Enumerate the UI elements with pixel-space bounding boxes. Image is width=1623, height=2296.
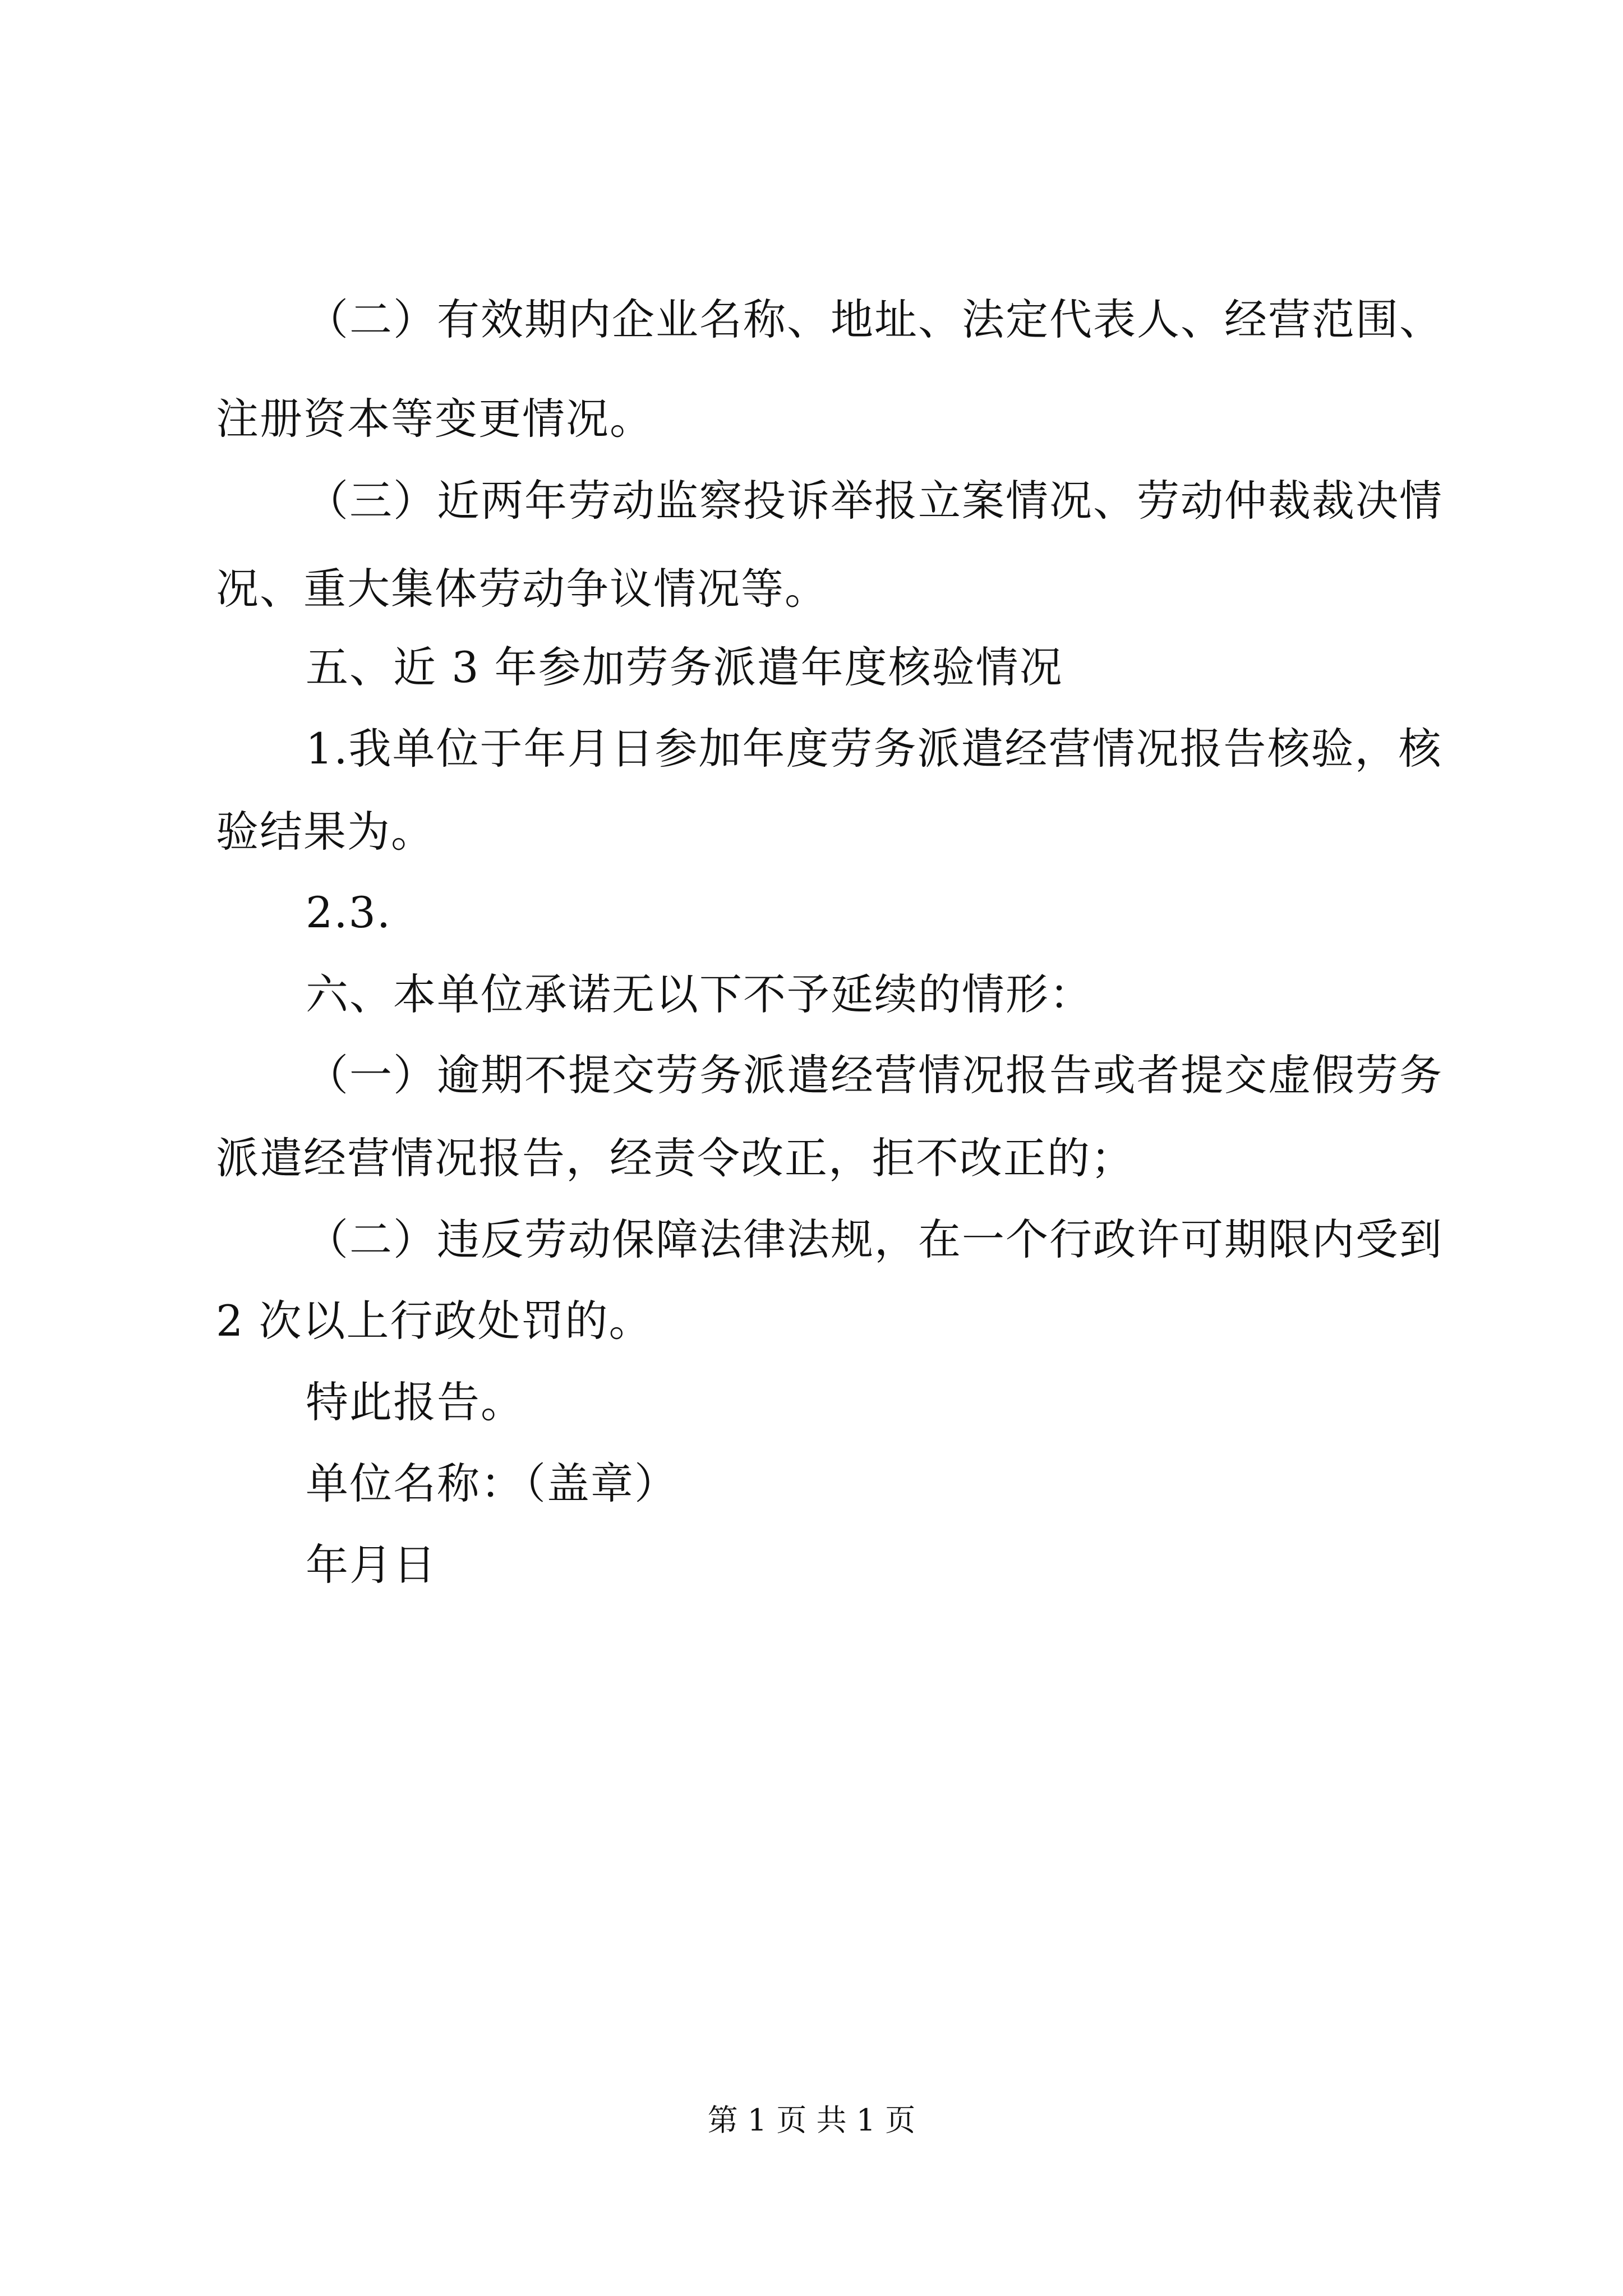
paragraph-line: （一）逾期不提交劳务派遣经营情况报告或者提交虚假劳务 bbox=[306, 1050, 1443, 1100]
paragraph-line: 2 次以上行政处罚的。 bbox=[216, 1296, 653, 1346]
paragraph-line: （二）违反劳动保障法律法规，在一个行政许可期限内受到 bbox=[306, 1214, 1443, 1264]
paragraph-line: 1.我单位于年月日参加年度劳务派遣经营情况报告核验，核 bbox=[306, 724, 1442, 774]
paragraph-line: 况、重大集体劳动争议情况等。 bbox=[216, 564, 828, 614]
section-heading: 六、本单位承诺无以下不予延续的情形： bbox=[306, 969, 1093, 1019]
page-footer: 第 1 页 共 1 页 bbox=[707, 2102, 916, 2138]
signature-line: 单位名称：（盖章） bbox=[306, 1458, 678, 1508]
date-line: 年月日 bbox=[306, 1540, 437, 1590]
paragraph-line: 2.3. bbox=[306, 887, 392, 937]
paragraph-line: 验结果为。 bbox=[216, 807, 435, 857]
paragraph-line: （三）近两年劳动监察投诉举报立案情况、劳动仲裁裁决情 bbox=[306, 476, 1443, 526]
paragraph-line: （二）有效期内企业名称、地址、法定代表人、经营范围、 bbox=[306, 295, 1443, 344]
paragraph-line: 派遣经营情况报告，经责令改正，拒不改正的； bbox=[216, 1133, 1135, 1183]
section-heading: 五、近 3 年参加劳务派遣年度核验情况 bbox=[306, 642, 1063, 692]
closing-line: 特此报告。 bbox=[306, 1377, 524, 1427]
paragraph-line: 注册资本等变更情况。 bbox=[216, 394, 653, 444]
